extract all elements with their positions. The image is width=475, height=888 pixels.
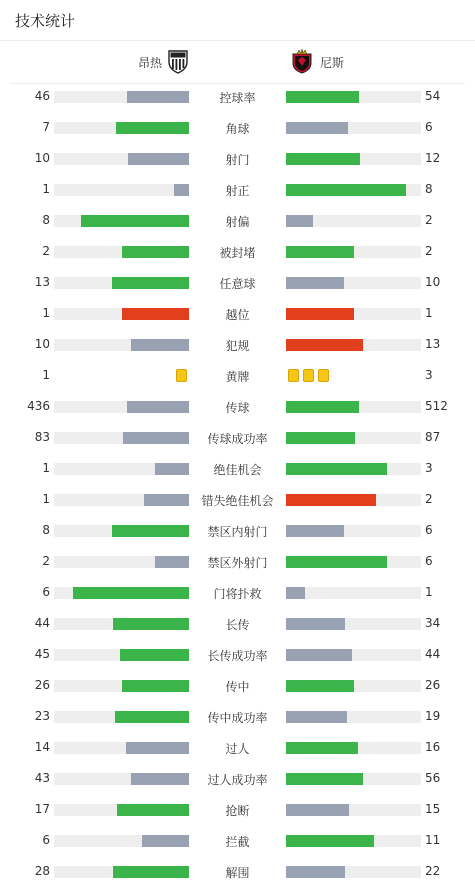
home-bar-fill: [142, 835, 189, 847]
away-bar-track: [286, 711, 421, 723]
away-bar-fill: [286, 556, 387, 568]
home-bar-fill: [112, 277, 189, 289]
away-bar-track: [286, 215, 421, 227]
stat-label: 过人: [225, 742, 250, 756]
away-bar-fill: [286, 277, 344, 289]
home-bar-fill: [131, 339, 189, 351]
stat-row: [0, 397, 475, 417]
home-bar-track: [54, 711, 189, 723]
away-bar-track: [286, 804, 421, 816]
away-value: 3: [425, 461, 433, 475]
stat-label: 传球: [225, 401, 250, 415]
away-bar-fill: [286, 339, 363, 351]
home-value: 1: [42, 182, 50, 196]
away-bar-fill: [286, 587, 305, 599]
home-bar-fill: [174, 184, 189, 196]
away-bar-track: [286, 680, 421, 692]
home-bar-fill: [123, 432, 189, 444]
away-bar-track: [286, 308, 421, 320]
home-bar-fill: [122, 680, 190, 692]
away-value: 2: [425, 492, 433, 506]
home-bar-fill: [116, 122, 189, 134]
away-value: 6: [425, 554, 433, 568]
yellow-card-icon: [176, 369, 187, 382]
stat-row: [0, 428, 475, 448]
home-bar-fill: [127, 91, 189, 103]
away-value: 19: [425, 709, 441, 723]
stat-row: [0, 583, 475, 603]
home-value: 2: [42, 554, 50, 568]
yellow-card-icon: [288, 369, 299, 382]
home-bar-fill: [117, 804, 189, 816]
away-bar-track: [286, 618, 421, 630]
away-value: 3: [425, 368, 433, 382]
home-bar-track: [54, 804, 189, 816]
angers-crest-icon: [167, 48, 189, 74]
yellow-card-icon: [318, 369, 329, 382]
stat-label: 门将扑救: [213, 587, 262, 601]
away-value: 13: [425, 337, 441, 351]
stat-label: 控球率: [219, 91, 256, 105]
away-bar-track: [286, 649, 421, 661]
stat-label: 禁区外射门: [207, 556, 268, 570]
home-bar-track: [54, 742, 189, 754]
away-bar-fill: [286, 432, 355, 444]
home-bar-track: [54, 215, 189, 227]
stat-row: [0, 273, 475, 293]
away-bar-track: [286, 773, 421, 785]
home-bar-fill: [120, 649, 189, 661]
away-value: 8: [425, 182, 433, 196]
stat-row: [0, 552, 475, 572]
stat-row: [0, 335, 475, 355]
away-bar-fill: [286, 804, 349, 816]
stat-label: 射正: [225, 184, 250, 198]
home-value: 17: [34, 802, 50, 816]
away-bar-track: [286, 463, 421, 475]
home-bar-track: [54, 525, 189, 537]
home-bar-track: [54, 153, 189, 165]
home-value: 23: [34, 709, 50, 723]
stat-label: 禁区内射门: [207, 525, 268, 539]
home-value: 1: [42, 368, 50, 382]
away-value: 2: [425, 244, 433, 258]
yellow-card-icon: [303, 369, 314, 382]
home-value: 8: [42, 523, 50, 537]
home-team-name: 昂热: [137, 56, 162, 70]
stat-label: 长传成功率: [207, 649, 268, 663]
away-value: 6: [425, 120, 433, 134]
home-value: 436: [27, 399, 50, 413]
away-value: 12: [425, 151, 441, 165]
stat-row: [0, 459, 475, 479]
stat-row: [0, 490, 475, 510]
home-bar-fill: [128, 153, 189, 165]
home-bar-track: [54, 649, 189, 661]
away-bar-fill: [286, 184, 406, 196]
stat-label: 抢断: [225, 804, 250, 818]
away-bar-track: [286, 153, 421, 165]
home-value: 43: [34, 771, 50, 785]
home-bar-fill: [81, 215, 189, 227]
away-value: 22: [425, 864, 441, 878]
stat-row: [0, 304, 475, 324]
away-bar-track: [286, 339, 421, 351]
teams-bar: [10, 41, 465, 84]
away-bar-fill: [286, 215, 313, 227]
home-bar-track: [54, 246, 189, 258]
away-bar-track: [286, 277, 421, 289]
away-value: 16: [425, 740, 441, 754]
away-bar-fill: [286, 680, 354, 692]
stat-label: 绝佳机会: [213, 463, 262, 477]
home-bar-track: [54, 587, 189, 599]
away-bar-fill: [286, 463, 387, 475]
home-bar-track: [54, 339, 189, 351]
away-value: 2: [425, 213, 433, 227]
away-value: 1: [425, 306, 433, 320]
away-bar-track: [286, 835, 421, 847]
home-bar-fill: [112, 525, 189, 537]
away-bar-fill: [286, 618, 345, 630]
stat-row: [0, 180, 475, 200]
stat-row: [0, 738, 475, 758]
home-bar-fill: [115, 711, 189, 723]
home-value: 2: [42, 244, 50, 258]
away-value: 10: [425, 275, 441, 289]
stat-label: 解围: [225, 866, 250, 880]
home-value: 46: [34, 89, 50, 103]
away-bar-fill: [286, 711, 347, 723]
away-bar-track: [286, 401, 421, 413]
home-bar-fill: [122, 246, 190, 258]
home-bar-track: [54, 773, 189, 785]
stat-row: [0, 211, 475, 231]
away-bar-fill: [286, 866, 345, 878]
home-yellow-cards: [174, 369, 189, 383]
home-value: 6: [42, 585, 50, 599]
away-bar-track: [286, 587, 421, 599]
away-bar-track: [286, 246, 421, 258]
away-value: 1: [425, 585, 433, 599]
stat-label: 射偏: [225, 215, 250, 229]
stat-label: 长传: [225, 618, 250, 632]
stat-label: 过人成功率: [207, 773, 268, 787]
home-bar-track: [54, 680, 189, 692]
away-value: 11: [425, 833, 441, 847]
home-value: 14: [34, 740, 50, 754]
home-bar-track: [54, 277, 189, 289]
away-bar-fill: [286, 246, 354, 258]
home-value: 26: [34, 678, 50, 692]
home-value: 1: [42, 306, 50, 320]
stat-row: [0, 831, 475, 851]
home-value: 7: [42, 120, 50, 134]
page-title: 技术统计: [15, 12, 76, 30]
away-bar-fill: [286, 773, 363, 785]
away-yellow-cards: [286, 369, 331, 383]
away-bar-track: [286, 556, 421, 568]
away-value: 54: [425, 89, 441, 103]
stat-row: [0, 707, 475, 727]
home-bar-fill: [127, 401, 189, 413]
home-value: 28: [34, 864, 50, 878]
stat-label: 传中: [225, 680, 250, 694]
home-bar-fill: [73, 587, 189, 599]
stat-label: 传球成功率: [207, 432, 268, 446]
stat-label: 错失绝佳机会: [201, 494, 274, 508]
away-bar-track: [286, 184, 421, 196]
stat-row: [0, 769, 475, 789]
home-bar-track: [54, 184, 189, 196]
stat-label: 传中成功率: [207, 711, 268, 725]
away-bar-fill: [286, 122, 348, 134]
home-bar-fill: [122, 308, 190, 320]
home-bar-track: [54, 618, 189, 630]
home-value: 6: [42, 833, 50, 847]
away-bar-fill: [286, 835, 374, 847]
home-value: 10: [34, 337, 50, 351]
home-value: 8: [42, 213, 50, 227]
home-bar-fill: [144, 494, 189, 506]
home-bar-track: [54, 401, 189, 413]
stat-label: 犯规: [225, 339, 250, 353]
stats-header: [0, 0, 475, 41]
home-bar-fill: [113, 618, 189, 630]
away-bar-fill: [286, 153, 360, 165]
away-value: 44: [425, 647, 441, 661]
stat-label: 被封堵: [219, 246, 256, 260]
home-value: 83: [34, 430, 50, 444]
stat-label: 角球: [225, 122, 250, 136]
stat-row: [0, 521, 475, 541]
stat-label: 越位: [225, 308, 250, 322]
nice-crest-icon: [291, 48, 313, 74]
stat-row: [0, 118, 475, 138]
home-value: 44: [34, 616, 50, 630]
away-value: 56: [425, 771, 441, 785]
stat-label: 射门: [225, 153, 250, 167]
home-bar-track: [54, 432, 189, 444]
home-bar-track: [54, 556, 189, 568]
away-bar-fill: [286, 494, 376, 506]
stat-row: [0, 87, 475, 107]
away-bar-track: [286, 525, 421, 537]
away-team-name: 尼斯: [320, 56, 345, 70]
home-bar-track: [54, 308, 189, 320]
home-bar-track: [54, 494, 189, 506]
away-bar-fill: [286, 401, 359, 413]
away-value: 6: [425, 523, 433, 537]
home-bar-track: [54, 463, 189, 475]
stat-row: [0, 862, 475, 882]
home-bar-track: [54, 835, 189, 847]
home-bar-fill: [113, 866, 189, 878]
away-bar-track: [286, 742, 421, 754]
away-value: 512: [425, 399, 448, 413]
away-value: 87: [425, 430, 441, 444]
stat-row: [0, 645, 475, 665]
stat-row: [0, 149, 475, 169]
home-value: 10: [34, 151, 50, 165]
home-bar-track: [54, 91, 189, 103]
home-bar-track: [54, 122, 189, 134]
away-bar-track: [286, 91, 421, 103]
stat-row: [0, 366, 475, 386]
stat-label: 任意球: [219, 277, 256, 291]
away-value: 34: [425, 616, 441, 630]
away-bar-track: [286, 122, 421, 134]
away-bar-track: [286, 432, 421, 444]
stat-row: [0, 242, 475, 262]
stat-row: [0, 800, 475, 820]
away-bar-fill: [286, 525, 344, 537]
stat-label: 拦截: [225, 835, 250, 849]
away-bar-track: [286, 494, 421, 506]
away-bar-fill: [286, 742, 358, 754]
home-bar-fill: [131, 773, 189, 785]
home-value: 13: [34, 275, 50, 289]
away-bar-fill: [286, 649, 352, 661]
away-value: 15: [425, 802, 441, 816]
away-bar-fill: [286, 91, 359, 103]
stat-row: [0, 614, 475, 634]
home-value: 45: [34, 647, 50, 661]
home-bar-fill: [126, 742, 189, 754]
home-value: 1: [42, 461, 50, 475]
home-bar-track: [54, 866, 189, 878]
away-bar-track: [286, 866, 421, 878]
away-value: 26: [425, 678, 441, 692]
stat-label: 黄牌: [225, 370, 250, 384]
away-bar-fill: [286, 308, 354, 320]
home-bar-fill: [155, 463, 189, 475]
stat-row: [0, 676, 475, 696]
home-bar-fill: [155, 556, 189, 568]
home-value: 1: [42, 492, 50, 506]
